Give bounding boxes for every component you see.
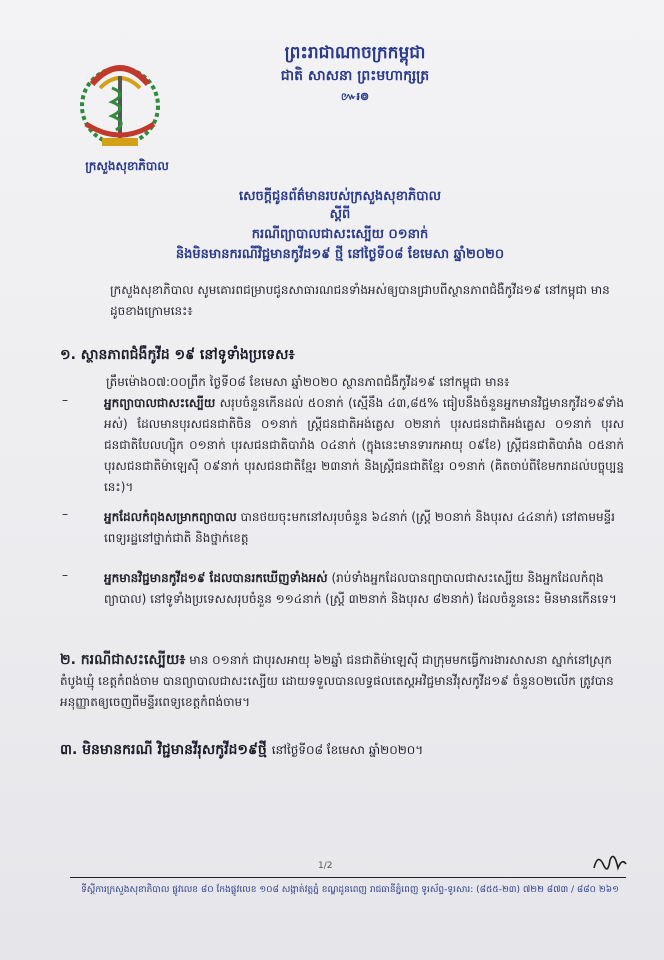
announcement-subject-no-new-cases: និងមិនមានករណីវិជ្ជមានកូវីដ១៩ ថ្មី នៅថ្ងៃទី០៨ ខែមេសា ឆ្នាំ២០២០ xyxy=(175,247,505,262)
bullet-recovered xyxy=(104,393,624,498)
intro-paragraph: ក្រសួងសុខាភិបាល សូមគោរពជម្រាបជូនសាធារណជនទាំងអស់ឲ្យបានជ្រាបពីស្ថានភាពជំងឺកូវីដ១៩ នៅកម្ពុជា មានដូចខាងក្រោមនេះ៖ xyxy=(110,283,610,318)
bullet-dash: – xyxy=(62,393,68,407)
section-2 xyxy=(60,650,626,713)
ministry-emblem-icon xyxy=(72,54,168,158)
announcement-title-about: ស្តីពី xyxy=(329,207,351,222)
section-3-text: នៅថ្ងៃទី០៨ ខែមេសា ឆ្នាំ២០២០។ xyxy=(271,743,424,757)
footer-address: ទីស្តីការក្រសួងសុខាភិបាល ផ្លូវលេខ ៨០ កែងផ្លូវលេខ ១០៨ សង្កាត់វត្តភ្នំ ខណ្ឌដូនពេញ រាជធានីភ្នំពេញ ទូរស័ព្ទ-ទូរសារ: (៨៥៥-២៣) ៧២២ ៨៧៣ / ៨៨០ ២៦១ xyxy=(81,885,619,895)
bullet-total-positive-text: (រាប់ទាំងអ្នកដែលបានព្យាបាលជាសះស្បើយ និងអ្នកដែលកំពុងព្យាបាល) នៅទូទាំងប្រទេសសរុបចំនួន ១១៤នាក់ (ស្ត្រី ៣២នាក់ និងបុរស ៨២នាក់) ដែលចំនួននេះ មិនមានកើនទេ។ xyxy=(104,571,617,606)
bullet-total-positive-label: អ្នកមានវិជ្ជមានកូវីដ១៩ ដែលបានរកឃើញទាំងអស់ xyxy=(104,571,328,585)
national-motto: ជាតិ សាសនា ព្រះមហាក្សត្រ xyxy=(280,68,430,84)
footer-divider xyxy=(70,877,626,878)
signature-initials-icon xyxy=(590,848,630,876)
bullet-in-treatment-text: បានថយចុះមកនៅសរុបចំនួន ៦៤នាក់ (ស្ត្រី ២០នាក់ និងបុរស ៤៤នាក់) នៅតាមមន្ទីរពេទ្យរដ្ឋនៅថ្នាក់ជាតិ និងថ្នាក់ខេត្ត xyxy=(104,510,615,545)
bullet-recovered-text: សរុបចំនួនកើនដល់ ៥០នាក់ (ស្មើនឹង ៤៣,៨៥% ធៀបនឹងចំនួនអ្នកមានវិជ្ជមានកូវីដ១៩ទាំងអស់) ដែលមានបុរសជនជាតិចិន ០១នាក់ ស្ត្រីជនជាតិអង់គ្លេស ០២នាក់ បុរសជនជាតិអង់គ្លេស ០១នាក់ បុរសជនជាតិបែលហ្ស៊ិក ០១នាក់ បុរសជនជាតិបារាំង ០៤នាក់ (ក្នុងនេះមានទារកអាយុ ០៩ខែ) ស្ត្រីជនជាតិបារាំង ០៥នាក់ បុរសជនជាតិម៉ាឡេស៊ី ០៩នាក់ បុរសជនជាតិខ្មែរ ២៣នាក់ និងស្ត្រីជនជាតិខ្មែរ ០១នាក់ (គិតចាប់ពីខែមករាដល់បច្ចុប្បន្ននេះ)។ xyxy=(104,396,624,494)
section-3 xyxy=(60,740,423,761)
bullet-in-treatment-label: អ្នកដែលកំពុងសម្រាកព្យាបាល xyxy=(104,510,237,524)
section-2-heading: ២. ករណីជាសះស្បើយ៖ xyxy=(60,652,186,668)
section-2-text: មាន ០១នាក់ ជាបុរសអាយុ ៦២ឆ្នាំ ជនជាតិម៉ាឡេស៊ី ជាក្រុមមកធ្វើការងារសាសនា ស្នាក់នៅស្រុកតំបូងឃ្មុំ ខេត្តកំពង់ចាម បានព្យាបាលជាសះស្បើយ ដោយទទួលបានលទ្ធផលតេស្តអវិជ្ជមានវីរុសកូវីដ១៩ ចំនួន០២លើក ត្រូវបានអនុញ្ញាតឲ្យចេញពីមន្ទីរពេទ្យខេត្តកំពង់ចាម។ xyxy=(60,653,614,709)
header-ornament: ៚៛៙ xyxy=(340,90,370,103)
kingdom-header: ព្រះរាជាណាចក្រកម្ពុជា xyxy=(284,43,426,63)
bullet-total-positive xyxy=(104,568,624,610)
section-1-heading: ១. ស្ថានភាពជំងឺកូវីដ ១៩ នៅទូទាំងប្រទេស៖ xyxy=(60,347,295,363)
bullet-dash: – xyxy=(62,507,68,521)
page-number: 1/2 xyxy=(318,861,333,871)
section-3-heading: ៣. មិនមានករណី វិជ្ជមានវីរុសកូវីដ១៩ថ្មី xyxy=(60,742,267,758)
announcement-title: សេចក្តីជូនព័ត៌មានរបស់ក្រសួងសុខាភិបាល xyxy=(239,189,441,204)
section-1-lead: ត្រឹមម៉ោង០៧:០០ព្រឹក ថ្ងៃទី០៨ ខែមេសា ឆ្នាំ២០២០ ស្ថានភាពជំងឺកូវីដ១៩ នៅកម្ពុជា មាន៖ xyxy=(106,375,510,389)
announcement-subject-recovery: ករណីព្យាបាលជាសះស្បើយ ០១នាក់ xyxy=(251,227,429,242)
ministry-name: ក្រសួងសុខាភិបាល xyxy=(85,159,169,173)
bullet-dash: – xyxy=(62,568,68,582)
bullet-recovered-label: អ្នកព្យាបាលជាសះស្បើយ xyxy=(104,396,216,410)
bullet-in-treatment xyxy=(104,507,624,549)
